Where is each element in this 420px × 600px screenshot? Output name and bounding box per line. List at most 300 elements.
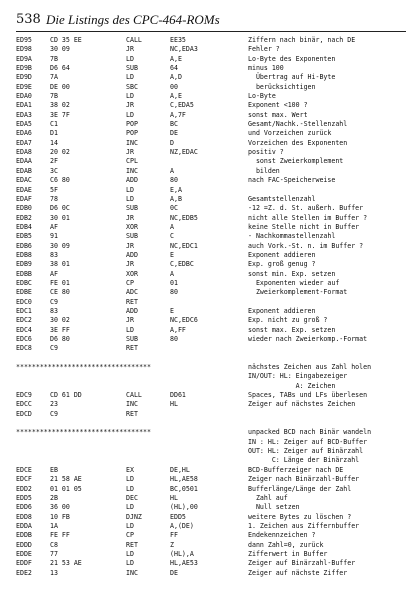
operand: 0C [170,204,178,213]
address: EDDA [16,521,32,530]
address: EDA7 [16,138,32,147]
separator-row [16,363,416,372]
comment: Übertrag auf Hi-Byte [248,73,336,82]
address: EDB5 [16,232,32,241]
listing-row [16,494,416,503]
mnemonic: CP [126,531,134,540]
address: EDCC [16,400,32,409]
listing-row [16,475,416,484]
address: EDD8 [16,512,32,521]
mnemonic: DJNZ [126,512,142,521]
comment: keine Stelle nicht in Buffer [248,222,360,231]
operand: A,B [170,194,182,203]
page-title: Die Listings des CPC-464-ROMs [46,12,220,27]
mnemonic: ADD [126,306,138,315]
listing-row [16,354,416,363]
operand: DE,HL [170,465,190,474]
operand: E,A [170,185,182,194]
listing-row [16,550,416,559]
mnemonic: INC [126,400,138,409]
mnemonic: SBC [126,82,138,91]
address: EDC0 [16,297,32,306]
opcode-bytes: 91 [50,232,58,241]
operand: D [170,138,174,147]
opcode-bytes: 21 53 AE [50,559,82,568]
address: EDDD [16,540,32,549]
operand: BC [170,120,178,129]
comment: BCD-Bufferzeiger nach DE [248,465,344,474]
mnemonic: LD [126,484,134,493]
mnemonic: POP [126,120,138,129]
operand: 80 [170,176,178,185]
opcode-bytes: D6 64 [50,64,70,73]
address: EDC1 [16,306,32,315]
comment: Zweierkomplement-Format [248,288,348,297]
mnemonic: POP [126,129,138,138]
operand: NC,EDA3 [170,45,198,54]
mnemonic: LD [126,521,134,530]
listing-row [16,372,416,381]
address: ED95 [16,36,32,44]
opcode-bytes: D6 80 [50,335,70,343]
comment: weitere Bytes zu löschen ? [248,512,352,521]
comment: nach FAC-Speicherweise [248,176,336,185]
mnemonic: CP [126,278,134,287]
comment: Exponent addieren [248,306,316,315]
listing-row [16,223,416,232]
address: EDA1 [16,101,32,110]
mnemonic: INC [126,138,138,147]
operand: E [170,306,174,315]
address: EDBE [16,288,32,297]
address: EDB2 [16,213,32,222]
separator-stars: ********************************** [16,363,151,372]
address: EDC4 [16,325,32,334]
comment: Endekennzeichen ? [248,531,316,540]
listing-row [16,167,416,176]
listing-row [16,36,416,45]
comment: sonst Zweierkomplement [248,157,344,166]
opcode-bytes: 20 02 [50,148,70,157]
listing-row [16,541,416,550]
comment: Zahl auf [248,493,288,502]
comment: nicht alle Stellen im Buffer ? [248,213,368,222]
address: EDAA [16,157,32,166]
listing-row [16,438,416,447]
page-header [16,8,406,30]
comment: Exponent addieren [248,250,316,259]
listing-row [16,83,416,92]
listing-row [16,55,416,64]
operand: HL,AE53 [170,559,198,568]
listing-row [16,101,416,110]
operand: EDD5 [170,512,186,521]
comment: minus 100 [248,64,284,73]
comment: positiv ? [248,148,284,157]
listing-row [16,92,416,101]
address: EDA8 [16,148,32,157]
comment: Zeiger nach Binärzahl-Buffer [248,475,360,484]
address: ED9A [16,54,32,63]
address: EDB0 [16,204,32,213]
listing-row [16,400,416,409]
address: EDB6 [16,241,32,250]
address: EDA6 [16,129,32,138]
mnemonic: JR [126,148,134,157]
comment: Zeiger auf Binärzahl-Buffer [248,559,356,568]
mnemonic: INC [126,166,138,175]
address: EDD2 [16,484,32,493]
listing-row [16,251,416,260]
address: EDCE [16,465,32,474]
mnemonic: LD [126,54,134,63]
opcode-bytes: CE 80 [50,288,70,297]
opcode-bytes: 3E 7F [50,110,70,119]
operand: HL [170,400,178,409]
address: EDB8 [16,250,32,259]
mnemonic: LD [126,559,134,568]
comment: bilden [248,166,280,175]
listing-row [16,64,416,73]
operand: C,EDBC [170,260,194,269]
page-number: 538 [16,12,41,27]
opcode-bytes: D1 [50,129,58,138]
comment: 1. Zeichen aus Ziffernbuffer [248,521,360,530]
address: EDCD [16,409,32,418]
listing-row [16,410,416,419]
operand: NC,EDB5 [170,213,198,222]
comment: C: Länge der Binärzahl [248,456,360,465]
comment: Fehler ? [248,45,280,54]
comment: Null setzen [248,503,300,512]
listing-row [16,569,416,578]
listing-row [16,456,416,465]
operand: 80 [170,335,178,343]
comment: sonst max. Exp. setzen [248,325,336,334]
listing-row [16,316,416,325]
opcode-bytes: 78 [50,194,58,203]
mnemonic: JR [126,241,134,250]
mnemonic: SUB [126,204,138,213]
listing-row [16,419,416,428]
opcode-bytes: 7A [50,73,58,82]
operand: C,EDA5 [170,101,194,110]
operand: DD61 [170,391,186,400]
listing-row [16,45,416,54]
opcode-bytes: 30 09 [50,45,70,54]
operand: A [170,269,174,278]
operand: A,FF [170,325,186,334]
address: EDAE [16,185,32,194]
listing-row [16,195,416,204]
comment: Zifferwert in Buffer [248,549,328,558]
comment: Lo-Byte [248,92,276,101]
listing-row [16,260,416,269]
address: EDA0 [16,92,32,101]
listing-row [16,503,416,512]
opcode-bytes: 30 02 [50,316,70,325]
comment: A: Zeichen [248,381,336,390]
separator-stars: ********************************** [16,428,151,437]
comment: wieder nach Zweierkomp.-Format [248,335,368,343]
listing-row [16,186,416,195]
opcode-bytes: 83 [50,306,58,315]
comment: unpacked BCD nach Binär wandeln [248,428,372,437]
comment: -12 =Z. d. St. außerh. Buffer [248,204,364,213]
comment: Zeiger auf nächste Ziffer [248,568,348,577]
listing-row [16,466,416,475]
address: EDA5 [16,120,32,129]
mnemonic: LD [126,110,134,119]
operand: A,(DE) [170,521,194,530]
mnemonic: ADD [126,176,138,185]
opcode-bytes: 23 [50,400,58,409]
operand: A,E [170,92,182,101]
address: ED98 [16,45,32,54]
opcode-bytes: 38 02 [50,101,70,110]
comment: OUT: HL: Zeiger auf Binärzahl [248,447,364,456]
listing-row [16,148,416,157]
operand: DE [170,129,178,138]
operand: 01 [170,278,178,287]
opcode-bytes: D6 0C [50,204,70,213]
mnemonic: EX [126,465,134,474]
mnemonic: XOR [126,269,138,278]
mnemonic: CPL [126,157,138,166]
listing-row [16,485,416,494]
mnemonic: JR [126,213,134,222]
listing-row [16,288,416,297]
listing-row [16,298,416,307]
opcode-bytes: FE 01 [50,278,70,287]
listing-row [16,382,416,391]
operand: EE35 [170,36,186,44]
opcode-bytes: 7B [50,54,58,63]
operand: 64 [170,64,178,73]
opcode-bytes: C9 [50,344,58,353]
opcode-bytes: 01 01 05 [50,484,82,493]
separator-row [16,428,416,437]
address: EDC2 [16,316,32,325]
mnemonic: LD [126,92,134,101]
listing-row [16,270,416,279]
listing-row [16,559,416,568]
assembly-listing [16,36,416,578]
mnemonic: JR [126,101,134,110]
opcode-bytes: 83 [50,250,58,259]
listing-row [16,522,416,531]
operand: HL [170,493,178,502]
listing-row [16,232,416,241]
operand: A,7F [170,110,186,119]
opcode-bytes: AF [50,269,58,278]
address: ED9B [16,64,32,73]
opcode-bytes: 30 01 [50,213,70,222]
address: EDDE [16,549,32,558]
opcode-bytes: C8 [50,540,58,549]
opcode-bytes: AF [50,222,58,231]
opcode-bytes: 77 [50,549,58,558]
operand: 80 [170,288,178,297]
listing-row [16,391,416,400]
mnemonic: SUB [126,335,138,343]
mnemonic: INC [126,568,138,577]
opcode-bytes: CD 35 EE [50,36,82,44]
operand: (HL),00 [170,503,198,512]
opcode-bytes: 3E FF [50,325,70,334]
address: EDA3 [16,110,32,119]
mnemonic: LD [126,549,134,558]
operand: BC,0501 [170,484,198,493]
listing-row [16,242,416,251]
listing-row [16,176,416,185]
listing-row [16,214,416,223]
operand: C [170,232,174,241]
comment: Gesamtstellenzahl [248,194,316,203]
mnemonic: LD [126,475,134,484]
listing-row [16,513,416,522]
comment: und Vorzeichen zurück [248,129,332,138]
opcode-bytes: 5F [50,185,58,194]
comment: Bufferlänge/Länge der Zahl [248,484,352,493]
address: EDD6 [16,503,32,512]
opcode-bytes: 14 [50,138,58,147]
comment: berücksichtigen [248,82,316,91]
opcode-bytes: 21 58 AE [50,475,82,484]
operand: HL,AE58 [170,475,198,484]
opcode-bytes: CD 61 DD [50,391,82,400]
mnemonic: JR [126,45,134,54]
address: EDAF [16,194,32,203]
opcode-bytes: 7B [50,92,58,101]
mnemonic: CALL [126,391,142,400]
listing-row [16,447,416,456]
mnemonic: XOR [126,222,138,231]
opcode-bytes: 38 01 [50,260,70,269]
mnemonic: LD [126,73,134,82]
address: EDC6 [16,335,32,343]
listing-row [16,344,416,353]
mnemonic: ADC [126,288,138,297]
address: EDBB [16,269,32,278]
operand: A [170,222,174,231]
operand: 00 [170,82,178,91]
mnemonic: LD [126,325,134,334]
address: EDAC [16,176,32,185]
comment: Exponenten wieder auf [248,278,340,287]
operand: NC,EDC1 [170,241,198,250]
listing-row [16,139,416,148]
operand: (HL),A [170,549,194,558]
address: EDC8 [16,344,32,353]
comment: Exp. nicht zu groß ? [248,316,328,325]
comment: - Nachkommastellenzahl [248,232,336,241]
opcode-bytes: EB [50,465,58,474]
address: EDDB [16,531,32,540]
mnemonic: SUB [126,232,138,241]
operand: E [170,250,174,259]
opcode-bytes: C1 [50,120,58,129]
comment: auch Vork.-St. n. im Buffer ? [248,241,364,250]
listing-row [16,73,416,82]
mnemonic: RET [126,409,138,418]
listing-row [16,111,416,120]
comment: Zeiger auf nächstes Zeichen [248,400,356,409]
mnemonic: CALL [126,36,142,44]
header-rule [16,31,406,32]
mnemonic: ADD [126,250,138,259]
address: EDC9 [16,391,32,400]
comment: sonst min. Exp. setzen [248,269,336,278]
listing-row [16,279,416,288]
comment: Ziffern nach binär, nach DE [248,36,356,44]
opcode-bytes: C6 80 [50,176,70,185]
operand: NZ,EDAC [170,148,198,157]
comment: Vorzeichen des Exponenten [248,138,348,147]
comment: Exp. groß genug ? [248,260,316,269]
operand: NC,EDC6 [170,316,198,325]
mnemonic: DEC [126,493,138,502]
mnemonic: LD [126,503,134,512]
opcode-bytes: DE 00 [50,82,70,91]
address: ED9D [16,73,32,82]
operand: Z [170,540,174,549]
address: EDCF [16,475,32,484]
mnemonic: RET [126,344,138,353]
mnemonic: SUB [126,64,138,73]
mnemonic: JR [126,260,134,269]
address: EDBC [16,278,32,287]
operand: FF [170,531,178,540]
address: EDE2 [16,568,32,577]
comment: IN/OUT: HL: Eingabezeiger [248,372,348,381]
comment: Gesamt/Nachk.-Stellenzahl [248,120,348,129]
address: ED9E [16,82,32,91]
mnemonic: RET [126,540,138,549]
opcode-bytes: 13 [50,568,58,577]
operand: A,E [170,54,182,63]
mnemonic: JR [126,316,134,325]
opcode-bytes: 30 09 [50,241,70,250]
comment: Lo-Byte des Exponenten [248,54,336,63]
listing-row [16,531,416,540]
comment: sonst max. Wert [248,110,308,119]
comment: IN : HL: Zeiger auf BCD-Buffer [248,437,368,446]
opcode-bytes: 3C [50,166,58,175]
listing-row [16,335,416,344]
mnemonic: LD [126,194,134,203]
opcode-bytes: 10 FB [50,512,70,521]
operand: A,D [170,73,182,82]
listing-row [16,157,416,166]
comment: nächstes Zeichen aus Zahl holen [248,363,372,372]
mnemonic: LD [126,185,134,194]
address: EDDF [16,559,32,568]
listing-row [16,120,416,129]
listing-row [16,129,416,138]
address: EDD5 [16,493,32,502]
listing-row [16,204,416,213]
opcode-bytes: 2B [50,493,58,502]
comment: dann Zahl=0, zurück [248,540,324,549]
operand: DE [170,568,178,577]
listing-row [16,326,416,335]
comment: Spaces, TABs und LFs überlesen [248,391,368,400]
opcode-bytes: 2F [50,157,58,166]
comment: Exponent <100 ? [248,101,308,110]
listing-row [16,307,416,316]
address: EDAB [16,166,32,175]
